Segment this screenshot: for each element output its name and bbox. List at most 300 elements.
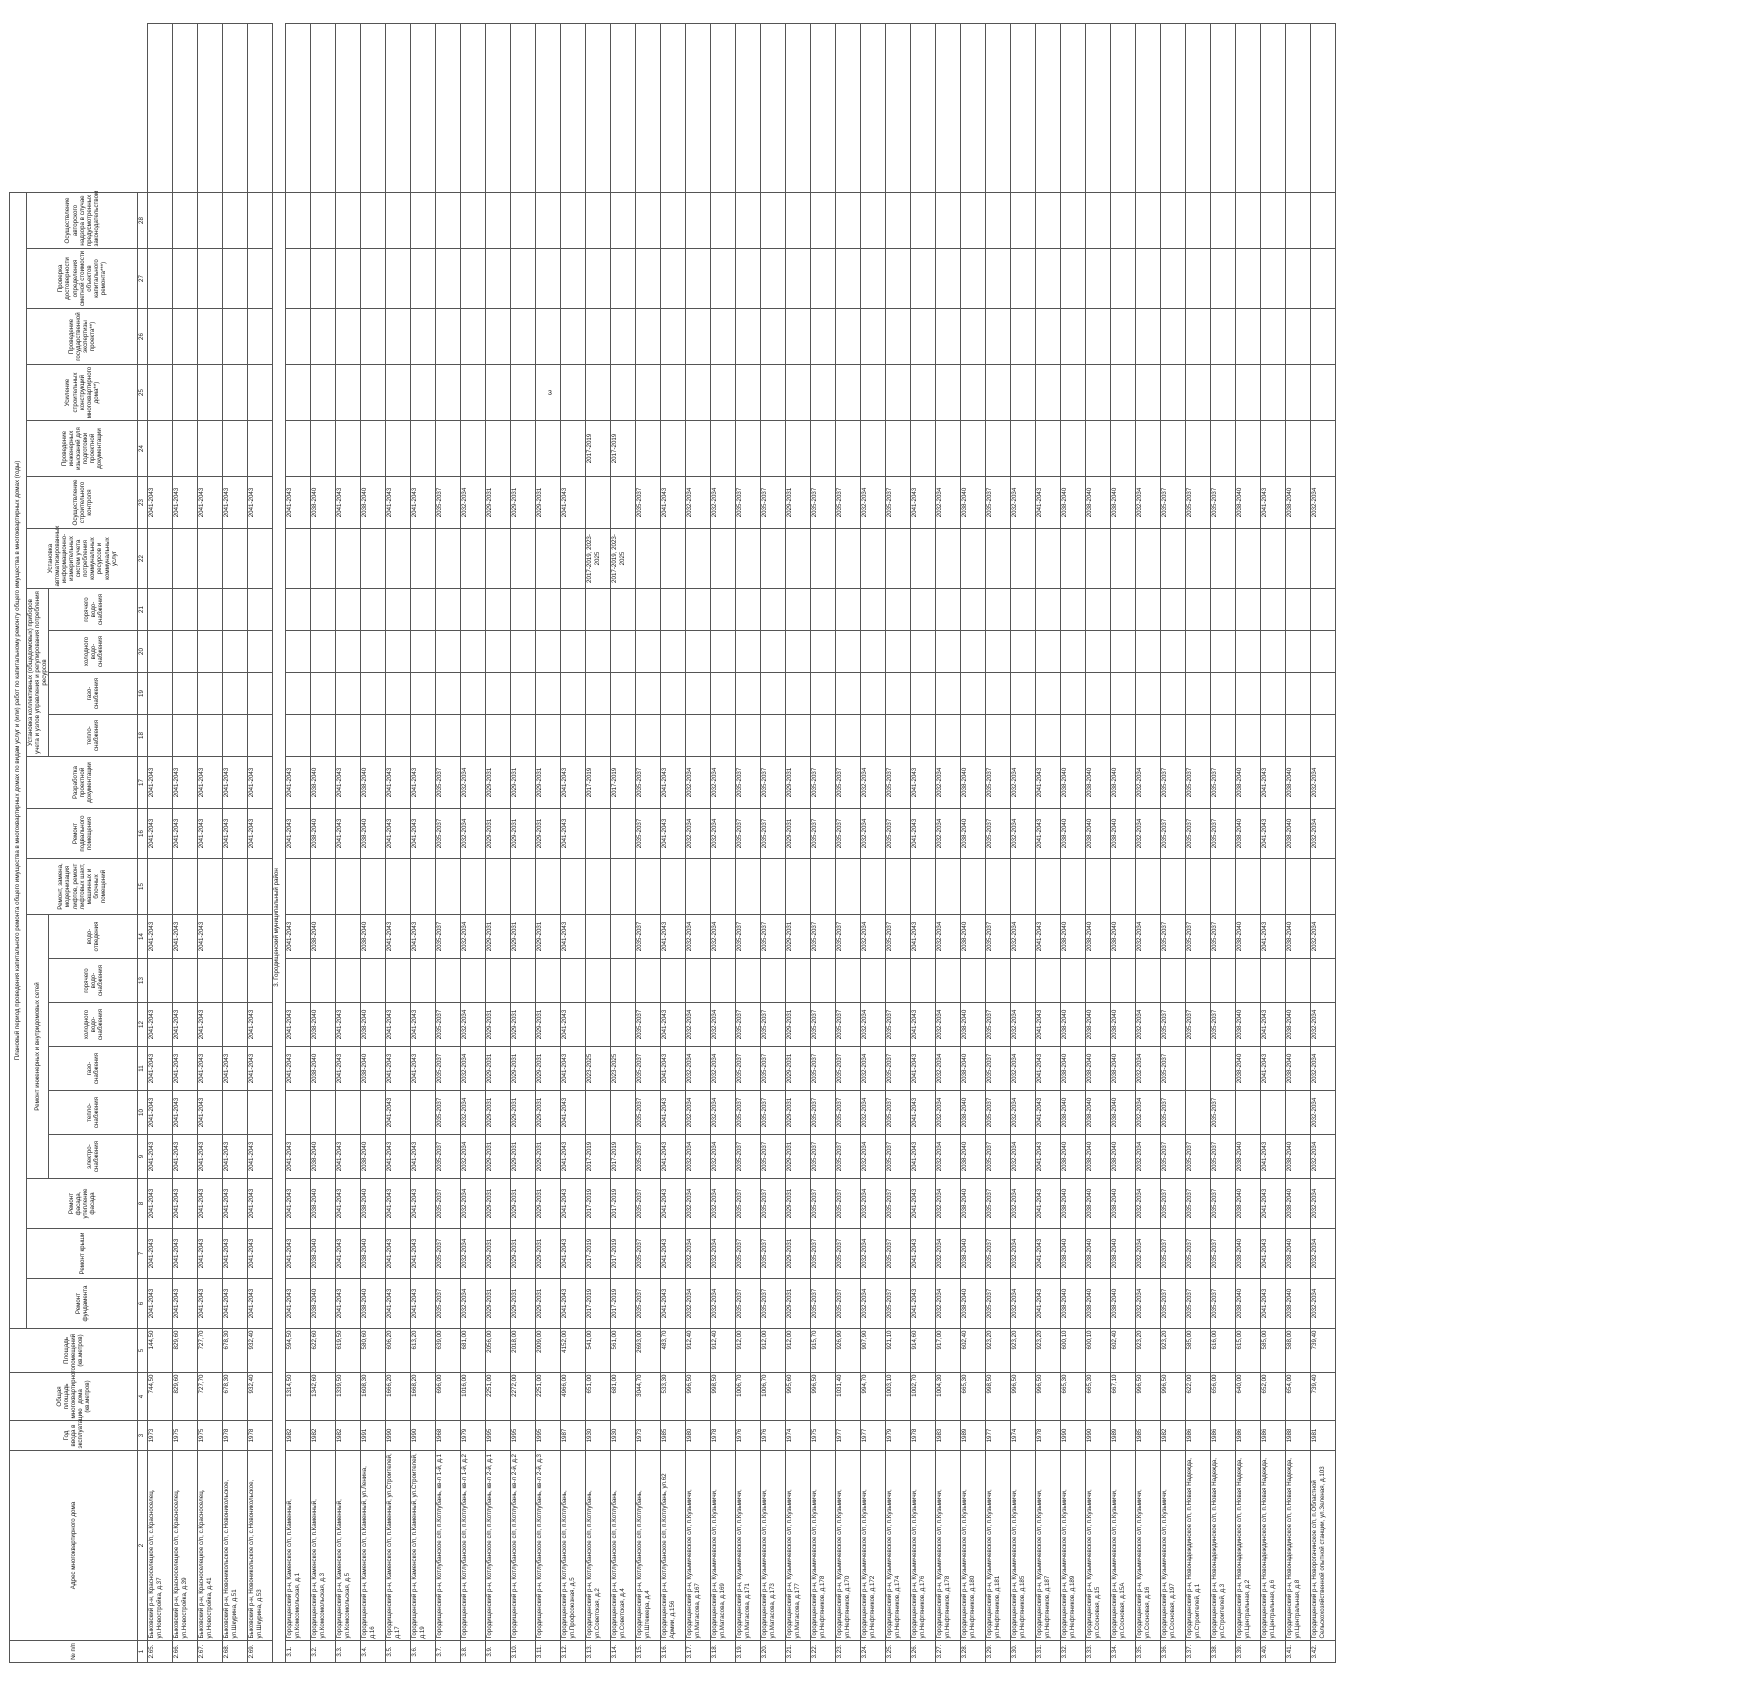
cell-period	[1011, 959, 1036, 1003]
cell-period	[1086, 631, 1111, 673]
cell-period	[861, 309, 886, 365]
cell-period	[248, 915, 273, 959]
cell-period	[1061, 249, 1086, 309]
cell-period: 2038-2040	[1086, 1135, 1111, 1179]
cell-period: 2032-2034	[1011, 477, 1036, 529]
cell-period	[911, 715, 936, 757]
cell-period	[986, 365, 1011, 421]
cell-period	[686, 421, 711, 477]
cell-period	[248, 192, 273, 248]
cell-period: 2041-2043	[911, 1091, 936, 1135]
cell-year: 1976	[736, 1421, 761, 1451]
cell-period: 2041-2043	[1036, 1047, 1061, 1091]
cell-period: 2035-2037	[761, 1047, 786, 1091]
cell-period	[1011, 859, 1036, 915]
cell-period: 2032-2034	[1311, 477, 1336, 529]
cell-period: 2038-2040	[311, 1135, 336, 1179]
cell-period	[1011, 192, 1036, 248]
cell-period	[248, 421, 273, 477]
cell-period	[286, 249, 311, 309]
cell-period	[311, 365, 336, 421]
cell-period: 2038-2040	[311, 1179, 336, 1229]
cell-period: 2035-2037	[836, 809, 861, 859]
cell-period	[561, 365, 586, 421]
cell-period: 2032-2034	[1136, 757, 1161, 809]
cell-period: 2035-2037	[1211, 1091, 1236, 1135]
cell-period: 2032-2034	[1311, 809, 1336, 859]
cell-period	[1061, 589, 1086, 631]
cell-period: 2029-2031	[536, 809, 561, 859]
cell-period: 2032-2034	[1311, 1047, 1336, 1091]
cell-period	[1061, 529, 1086, 589]
cell-period: 2041-2043	[661, 477, 686, 529]
cell-period	[311, 249, 336, 309]
cell-period	[1236, 673, 1261, 715]
cell-period	[1086, 249, 1111, 309]
cell-period: 2041-2043	[198, 1047, 223, 1091]
cell-period	[1286, 529, 1311, 589]
cell-period: 2035-2037	[761, 809, 786, 859]
cell-addr: Быковский р-н, Красноселецкое с/п, с.Красноселец, ул.Новостройка, д.39	[173, 1451, 198, 1641]
cell-period	[636, 421, 661, 477]
cell-addr: Городищенский р-н, Кузьмичевское с/п, п.Кузьмичи, ул.Сосновая, д.15А	[1111, 1451, 1136, 1641]
cell-period	[311, 529, 336, 589]
cell-n: 2.69.	[248, 1641, 273, 1663]
cell-year: 1974	[786, 1421, 811, 1451]
cell-period: 2041-2043	[1261, 1003, 1286, 1047]
cell-period	[436, 309, 461, 365]
cell-pa: 932,40	[248, 1329, 273, 1373]
cell-period	[173, 421, 198, 477]
cell-ta: 1006,70	[736, 1373, 761, 1421]
cell-period	[686, 715, 711, 757]
cell-period: 2038-2040	[961, 757, 986, 809]
cell-pa: 616,00	[1211, 1329, 1236, 1373]
cell-period: 2032-2034	[861, 1279, 886, 1329]
cell-period: 2035-2037	[636, 1135, 661, 1179]
cell-period: 2035-2037	[986, 1003, 1011, 1047]
cell-period	[836, 365, 861, 421]
cell-period	[661, 715, 686, 757]
cell-period	[586, 249, 611, 309]
cell-period: 2041-2043	[148, 1179, 173, 1229]
cell-period	[1311, 715, 1336, 757]
cell-period	[198, 859, 223, 915]
header-num: № п/п	[10, 1641, 138, 1663]
cell-period	[886, 529, 911, 589]
cell-period: 2038-2040	[311, 1003, 336, 1047]
cell-period	[836, 589, 861, 631]
cell-period	[811, 24, 836, 193]
cell-period	[811, 631, 836, 673]
cell-period	[511, 365, 536, 421]
cell-period	[586, 365, 611, 421]
cell-period	[811, 249, 836, 309]
cell-period: 2032-2034	[861, 915, 886, 959]
cell-addr: Быковский р-н, Новоникольское с/п, с.Новоникольское, ул.Шкурина, д.53	[248, 1451, 273, 1641]
cell-period: 2041-2043	[286, 1047, 311, 1091]
cell-period: 2038-2040	[361, 915, 386, 959]
cell-addr: Городищенский р-н, Кузьмичевское с/п, п.Кузьмичи, ул.Сосновая, д.15	[1086, 1451, 1111, 1641]
cell-period	[1286, 192, 1311, 248]
cell-period: 2038-2040	[1061, 477, 1086, 529]
cell-n: 3.7.	[436, 1641, 461, 1663]
cell-period: 2041-2043	[386, 1003, 411, 1047]
cell-period	[336, 529, 361, 589]
cell-period	[886, 631, 911, 673]
table-row	[148, 24, 173, 1663]
cell-period	[1136, 673, 1161, 715]
cell-period	[148, 529, 173, 589]
cell-period: 2032-2034	[711, 1135, 736, 1179]
cell-year: 1976	[761, 1421, 786, 1451]
cell-period	[198, 529, 223, 589]
cell-period	[386, 249, 411, 309]
cell-period	[861, 715, 886, 757]
cell-period: 2038-2040	[961, 809, 986, 859]
cell-period	[1261, 673, 1286, 715]
cell-period: 2038-2040	[311, 915, 336, 959]
cell-period: 2029-2031	[786, 757, 811, 809]
section-label: 3. Городищенский муниципальный район	[273, 192, 286, 1662]
cell-period	[1111, 589, 1136, 631]
cell-year: 1982	[311, 1421, 336, 1451]
cell-period: 2041-2043	[561, 1229, 586, 1279]
cell-period: 2032-2034	[861, 1003, 886, 1047]
table-row	[911, 24, 936, 1663]
cell-period: 2041-2043	[411, 1179, 436, 1229]
cell-period	[611, 809, 636, 859]
cell-period: 2041-2043	[561, 1091, 586, 1135]
cell-year: 1968	[436, 1421, 461, 1451]
cell-period	[761, 589, 786, 631]
cell-period: 2038-2040	[361, 809, 386, 859]
cell-period	[786, 249, 811, 309]
cell-period	[248, 715, 273, 757]
header-heat: тепло-снабжения	[49, 1091, 138, 1135]
cell-period	[836, 673, 861, 715]
cell-period	[936, 249, 961, 309]
cell-period: 2029-2031	[536, 757, 561, 809]
cell-period	[1036, 715, 1061, 757]
cell-period	[636, 365, 661, 421]
cell-period: 2035-2037	[836, 477, 861, 529]
cell-period	[961, 309, 986, 365]
cell-period: 2041-2043	[148, 757, 173, 809]
cell-period	[286, 631, 311, 673]
cell-period	[1211, 529, 1236, 589]
table-row	[1086, 24, 1111, 1663]
cell-period: 2035-2037	[1161, 1135, 1186, 1179]
cell-period: 2035-2037	[1211, 1003, 1236, 1047]
cell-period	[286, 24, 311, 193]
cell-period	[736, 529, 761, 589]
cell-period: 2035-2037	[761, 477, 786, 529]
cell-period	[1236, 631, 1261, 673]
table-row	[223, 24, 248, 1663]
cell-period: 2029-2031	[486, 1179, 511, 1229]
cell-period	[836, 859, 861, 915]
cell-period: 2041-2043	[561, 757, 586, 809]
cell-period: 2041-2043	[248, 1179, 273, 1229]
cell-period: 2035-2037	[811, 1229, 836, 1279]
cell-period: 2035-2037	[636, 1091, 661, 1135]
cell-period: 2038-2040	[1111, 1003, 1136, 1047]
cell-ta: 996,50	[1036, 1373, 1061, 1421]
cell-period	[461, 249, 486, 309]
cell-period	[761, 249, 786, 309]
cell-n: 3.23.	[836, 1641, 861, 1663]
cell-period: 2038-2040	[1111, 1091, 1136, 1135]
cell-period	[961, 959, 986, 1003]
cell-period	[786, 715, 811, 757]
cell-year: 1978	[911, 1421, 936, 1451]
cell-period: 2035-2037	[836, 1091, 861, 1135]
cell-period	[436, 365, 461, 421]
cell-period	[1061, 631, 1086, 673]
cell-year: 1975	[811, 1421, 836, 1451]
cell-period: 2038-2040	[1061, 757, 1086, 809]
cell-period: 2029-2031	[511, 1179, 536, 1229]
cell-period: 2038-2040	[1086, 1279, 1111, 1329]
table-row	[586, 24, 611, 1663]
cell-period	[461, 589, 486, 631]
cell-period: 2041-2043	[223, 809, 248, 859]
cell-period: 2041-2043	[386, 1135, 411, 1179]
cell-period	[711, 631, 736, 673]
cell-period: 2041-2043	[411, 1279, 436, 1329]
cell-period	[986, 421, 1011, 477]
cell-period	[961, 859, 986, 915]
cell-period: 2035-2037	[636, 477, 661, 529]
cell-period: 2041-2043	[561, 809, 586, 859]
cell-year: 1986	[1186, 1421, 1211, 1451]
cell-period: 2032-2034	[1011, 1047, 1036, 1091]
cell-period	[336, 249, 361, 309]
cell-period	[1211, 192, 1236, 248]
cell-pa: 912,00	[761, 1329, 786, 1373]
cell-period: 2041-2043	[173, 477, 198, 529]
cell-period: 2038-2040	[1286, 1047, 1311, 1091]
cell-period	[411, 959, 436, 1003]
cell-period	[361, 715, 386, 757]
cell-period: 2017-2019	[586, 1135, 611, 1179]
cell-period	[1261, 1091, 1286, 1135]
cell-period	[786, 309, 811, 365]
cell-period	[148, 589, 173, 631]
cell-period: 2035-2037	[436, 1135, 461, 1179]
cell-period	[711, 421, 736, 477]
cell-period	[811, 715, 836, 757]
header-meter-hot: горячего водо-снабжения	[49, 589, 138, 631]
cell-period	[1311, 365, 1336, 421]
cell-period: 2029-2031	[511, 1047, 536, 1091]
cell-period	[1261, 589, 1286, 631]
cell-n: 3.14.	[611, 1641, 636, 1663]
cell-ta: 1031,40	[836, 1373, 861, 1421]
cell-period	[1136, 365, 1161, 421]
cell-period	[636, 529, 661, 589]
cell-period	[1161, 715, 1186, 757]
cell-period	[361, 631, 386, 673]
cell-period: 2038-2040	[1236, 1003, 1261, 1047]
cell-n: 2.68.	[223, 1641, 248, 1663]
cell-period	[336, 631, 361, 673]
cell-period: 2029-2031	[786, 1091, 811, 1135]
cell-period	[861, 529, 886, 589]
cell-period	[561, 529, 586, 589]
cell-period: 2032-2034	[861, 1047, 886, 1091]
cell-period: 2035-2037	[1186, 915, 1211, 959]
cell-ta: 1342,60	[311, 1373, 336, 1421]
cell-n: 3.30.	[1011, 1641, 1036, 1663]
cell-period: 2032-2034	[461, 1179, 486, 1229]
cell-period: 2035-2037	[636, 1179, 661, 1229]
cell-period: 2035-2037	[1186, 1229, 1211, 1279]
cell-period: 2041-2043	[248, 809, 273, 859]
cell-period	[223, 673, 248, 715]
cell-period: 2041-2043	[248, 1135, 273, 1179]
cell-pa: 907,90	[861, 1329, 886, 1373]
cell-period: 2041-2043	[561, 1279, 586, 1329]
cell-period	[936, 529, 961, 589]
cell-period: 2041-2043	[661, 1135, 686, 1179]
cell-period: 2029-2031	[511, 1279, 536, 1329]
cell-period: 2017-2019	[611, 1135, 636, 1179]
table-row	[1211, 24, 1236, 1663]
cell-period	[173, 589, 198, 631]
cell-period	[198, 24, 223, 193]
cell-period: 2029-2031	[786, 1279, 811, 1329]
cell-period	[1186, 1047, 1211, 1091]
cell-period	[486, 24, 511, 193]
cell-period: 2038-2040	[1286, 1229, 1311, 1279]
header-total-area: Общая площадь многоквартирного дома (кв.метров)	[10, 1373, 138, 1421]
cell-period: 2038-2040	[361, 1135, 386, 1179]
cell-ta: 1006,70	[761, 1373, 786, 1421]
cell-n: 3.39.	[1236, 1641, 1261, 1663]
cell-period: 2032-2034	[461, 809, 486, 859]
cell-period	[1186, 589, 1211, 631]
cell-period	[198, 959, 223, 1003]
cell-period	[1136, 192, 1161, 248]
cell-period: 2017-2019	[586, 1179, 611, 1229]
cell-period: 2035-2037	[836, 757, 861, 809]
cell-period: 2038-2040	[361, 1179, 386, 1229]
cell-period: 2038-2040	[1111, 477, 1136, 529]
cell-period	[761, 24, 786, 193]
cell-ta: 681,00	[611, 1373, 636, 1421]
cell-addr: Быковский р-н, Красноселецкое с/п, с.Красноселец, ул.Новостройка, д.37	[148, 1451, 173, 1641]
cell-period	[1161, 959, 1186, 1003]
cell-period: 2035-2037	[761, 1279, 786, 1329]
cell-period: 2035-2037	[986, 477, 1011, 529]
cell-period: 2041-2043	[911, 1229, 936, 1279]
cell-period	[1161, 529, 1186, 589]
cell-addr: Городищенский р-н, Котлубанское с/п, п.Котлубань, кв-л 2-й, д.2	[511, 1451, 536, 1641]
cell-year: 1975	[173, 1421, 198, 1451]
cell-period	[511, 309, 536, 365]
table-row	[786, 24, 811, 1663]
cell-period: 2035-2037	[436, 1179, 461, 1229]
cell-period	[761, 192, 786, 248]
cell-period	[661, 859, 686, 915]
cell-period: 2035-2037	[886, 915, 911, 959]
cell-period	[661, 529, 686, 589]
cell-ta: 1314,50	[286, 1373, 311, 1421]
cell-period	[936, 421, 961, 477]
cell-period	[586, 24, 611, 193]
cell-n: 3.12.	[561, 1641, 586, 1663]
cell-period: 2032-2034	[1311, 1091, 1336, 1135]
table-row	[1186, 24, 1211, 1663]
cell-period	[686, 859, 711, 915]
cell-period: 2032-2034	[936, 477, 961, 529]
cell-n: 3.29.	[986, 1641, 1011, 1663]
cell-period: 2038-2040	[1111, 1135, 1136, 1179]
cell-addr: Городищенский р-н, Новонадеждинское с/п, п.Новая Надежда, ул.Центральная, д.6	[1261, 1451, 1286, 1641]
header-cost-check: Проверка достоверности определения сметной стоимости объектов капитального ремонта***)	[27, 249, 138, 309]
cell-period	[361, 365, 386, 421]
column-number: 6	[138, 1279, 148, 1329]
cell-period	[486, 589, 511, 631]
cell-period	[411, 529, 436, 589]
cell-period	[386, 309, 411, 365]
cell-period	[248, 309, 273, 365]
column-number: 24	[138, 421, 148, 477]
cell-period: 2038-2040	[1111, 1179, 1136, 1229]
cell-addr: Городищенский р-н, Котлубанское с/п, п.Котлубань, кв-л 2-й, д.3	[536, 1451, 561, 1641]
cell-period: 2041-2043	[561, 477, 586, 529]
cell-period: 2035-2037	[986, 1047, 1011, 1091]
cell-period	[936, 24, 961, 193]
cell-period: 2029-2031	[511, 1003, 536, 1047]
table-row	[198, 24, 223, 1663]
cell-period	[461, 421, 486, 477]
cell-period: 2035-2037	[436, 1003, 461, 1047]
cell-n: 3.31.	[1036, 1641, 1061, 1663]
cell-period	[486, 421, 511, 477]
cell-period	[786, 631, 811, 673]
cell-period	[736, 859, 761, 915]
table-row	[761, 24, 786, 1663]
cell-period	[198, 589, 223, 631]
cell-period	[1211, 309, 1236, 365]
cell-period: 2032-2034	[1011, 809, 1036, 859]
cell-period: 2035-2037	[736, 915, 761, 959]
cell-period	[336, 959, 361, 1003]
cell-period: 2029-2031	[486, 477, 511, 529]
cell-period	[1086, 365, 1111, 421]
cell-period	[1136, 959, 1161, 1003]
cell-period: 2029-2031	[511, 1229, 536, 1279]
cell-period	[1036, 24, 1061, 193]
cell-period: 2041-2043	[1036, 1135, 1061, 1179]
cell-period: 2041-2043	[386, 1091, 411, 1135]
cell-period: 2032-2034	[461, 477, 486, 529]
cell-period	[861, 631, 886, 673]
cell-addr: Городищенский р-н, Котлубанское с/п, п.Котлубань, кв-л 1-й, д.1	[436, 1451, 461, 1641]
cell-period: 2041-2043	[1261, 809, 1286, 859]
cell-period: 2035-2037	[1211, 1229, 1236, 1279]
cell-pa: 739,40	[1311, 1329, 1336, 1373]
cell-period: 2041-2043	[148, 1229, 173, 1279]
cell-period	[886, 859, 911, 915]
cell-period	[886, 673, 911, 715]
cell-period: 2041-2043	[1036, 477, 1061, 529]
cell-period	[486, 959, 511, 1003]
cell-period: 2035-2037	[1161, 1091, 1186, 1135]
